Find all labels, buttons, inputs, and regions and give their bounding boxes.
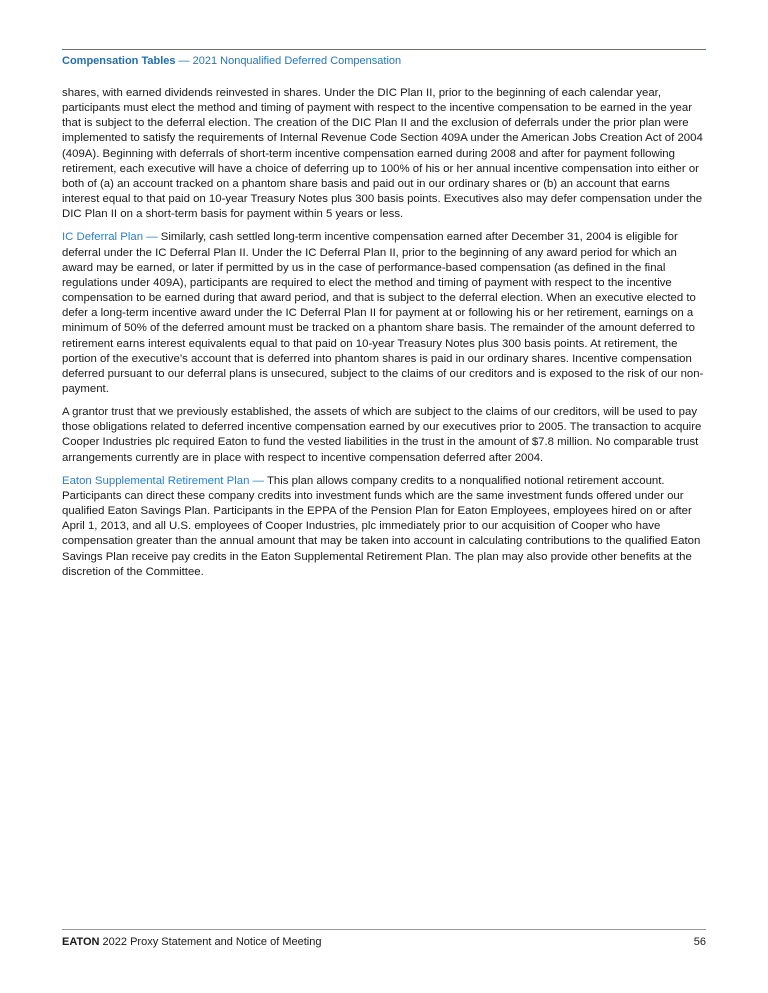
footer-brand: EATON xyxy=(62,936,100,948)
paragraph-text: shares, with earned dividends reinvested in shares. Under the DIC Plan II, prior to the beginning of each calendar year, participants must elect the method and timing of payment with respect to the incentive compensation to be earned in the year that is subject to the deferral election. The creation of the DIC Plan II and the exclusion of deferrals under the prior plan were implemented to satisfy the requirements of Internal Revenue Code Section 409A under the American Jobs Creation Act of 2004 (409A). Beginning with deferrals of short-term incentive compensation earned during 2008 and after for payment following retirement, each executive will have a choice of deferring up to 100% of his or her annual incentive compensation into either or both of (a) an account tracked on a phantom share basis and paid out in our ordinary shares or (b) an account that earns interest equal to that paid on 10-year Treasury Notes plus 300 basis points. Executives also may defer compensation under the DIC Plan II on a short-term basis for payment within 5 years or less. xyxy=(62,87,703,221)
header-subsection-title: 2021 Nonqualified Deferred Compensation xyxy=(192,55,402,67)
running-header xyxy=(62,54,401,68)
footer-title: 2022 Proxy Statement and Notice of Meeting xyxy=(99,936,322,948)
paragraph-text: This plan allows company credits to a nonqualified notional retirement account. Participants can direct these company credits into investment funds which are the same investment funds offered under our qualified Eaton Savings Plan. Participants in the EPPA of the Pension Plan for Eaton Employees, employees hired on or after April 1, 2013, and all U.S. employees of Cooper Industries, plc immediately prior to our acquisition of Cooper who have compensation greater than the annual amount that may be taken into account in calculating contributions to the qualified Eaton Savings Plan receive pay credits in the Eaton Supplemental Retirement Plan. The plan may also provide other benefits at the discretion of the Committee. xyxy=(62,474,701,578)
paragraph-dic-plan-continued xyxy=(62,86,707,222)
paragraph-grantor-trust xyxy=(62,405,707,466)
paragraph-lead-heading: Eaton Supplemental Retirement Plan — xyxy=(62,474,264,487)
paragraph-text: Similarly, cash settled long-term incentive compensation earned after December 31, 2004 is eligible for deferral under the IC Deferral Plan II. Under the IC Deferral Plan II, prior to the beginning of any award period for which an award may be earned, or later if permitted by us in the case of performance-based compensation (as defined in the final regulations under 409A), participants are required to elect the method and timing of payment with respect to the incentive compensation to be earned during that award period, and that is subject to the deferral election. When an executive elected to defer a long-term incentive award under the IC Deferral Plan II for payment at or following his or her retirement, earnings on a minimum of 50% of the deferred amount must be tracked on a phantom share basis. The remainder of the amount deferred to retirement earns interest equivalents equal to that paid on 10-year Treasury Notes plus 300 basis points. At retirement, the portion of the executive’s account that is deferred into phantom shares is paid in our ordinary shares. Incentive compensation deferred pursuant to our deferral plans is unsecured, subject to the claims of our creditors and is exposed to the risk of our non-payment. xyxy=(62,231,704,395)
paragraph-lead-heading: IC Deferral Plan — xyxy=(62,231,158,244)
paragraph-supplemental-retirement-plan xyxy=(62,474,707,580)
footer-document-title xyxy=(62,935,321,949)
header-separator: — xyxy=(175,55,193,67)
page-number: 56 xyxy=(693,936,706,948)
header-section-title: Compensation Tables xyxy=(62,55,176,67)
body-text xyxy=(62,86,707,588)
paragraph-ic-deferral-plan xyxy=(62,230,707,397)
paragraph-text: A grantor trust that we previously established, the assets of which are subject to the claims of our creditors, will be used to pay those obligations related to deferred incentive compensation earned by our executives prior to 2005. The transaction to acquire Cooper Industries plc required Eaton to fund the vested liabilities in the trust in the amount of $7.8 million. No comparable trust arrangements currently are in place with respect to incentive compensation deferred after 2004. xyxy=(62,406,702,464)
header-rule xyxy=(62,49,706,50)
footer-rule xyxy=(62,929,706,930)
